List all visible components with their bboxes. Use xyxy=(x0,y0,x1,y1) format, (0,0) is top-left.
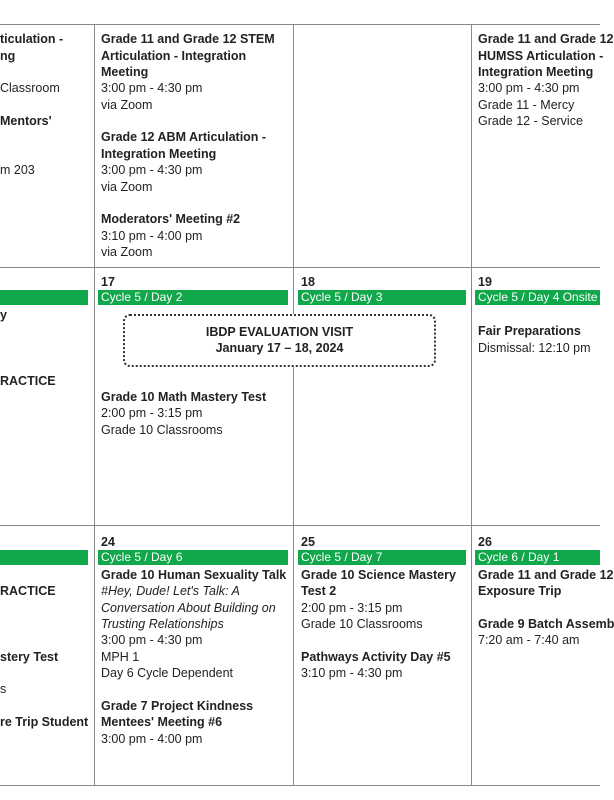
cycle-day-bar xyxy=(0,290,88,305)
row-divider xyxy=(0,267,600,268)
event-time: 2:00 pm - 3:15 pm xyxy=(301,601,403,615)
event-time: 3:10 pm - 4:00 pm xyxy=(101,229,203,243)
event-title: Grade 11 and Grade 12 STEM xyxy=(101,32,275,46)
cycle-day-bar xyxy=(0,550,88,565)
event-time: 2:00 pm - 3:15 pm xyxy=(101,406,203,420)
event-title: Grade 7 Project Kindness xyxy=(101,699,254,713)
event-subtitle: Conversation About Building on xyxy=(101,601,276,615)
event-title: Mentees' Meeting #6 xyxy=(101,715,223,729)
row-divider xyxy=(0,525,600,526)
event-title: Grade 11 and Grade 12 xyxy=(478,568,614,582)
day-number: 17 xyxy=(101,275,115,289)
day-number: 19 xyxy=(478,275,492,289)
banner-title: IBDP EVALUATION VISIT xyxy=(205,325,354,339)
event-title-fragment: ticulation - xyxy=(0,32,64,46)
event-time: 7:20 am - 7:40 am xyxy=(478,633,580,647)
event-title: Fair Preparations xyxy=(478,324,581,338)
event-title-fragment: RACTICE xyxy=(0,584,56,598)
event-location: via Zoom xyxy=(101,245,153,259)
event-time: 3:00 pm - 4:30 pm xyxy=(101,163,203,177)
event-title: HUMSS Articulation - xyxy=(478,49,604,63)
day-number: 18 xyxy=(301,275,315,289)
event-title: Test 2 xyxy=(301,584,337,598)
column-divider xyxy=(293,24,294,786)
column-divider xyxy=(471,24,472,786)
event-time: 3:00 pm - 4:30 pm xyxy=(101,81,203,95)
banner-dates: January 17 – 18, 2024 xyxy=(215,341,344,355)
cycle-day-bar: Cycle 5 / Day 3 xyxy=(298,290,466,305)
day-number: 26 xyxy=(478,535,492,549)
cycle-day-bar: Cycle 5 / Day 6 xyxy=(98,550,288,565)
event-title: Grade 12 ABM Articulation - xyxy=(101,130,267,144)
event-title-fragment: ng xyxy=(0,49,16,63)
event-location: Grade 10 Classrooms xyxy=(301,617,423,631)
event-location: via Zoom xyxy=(101,180,153,194)
event-location: Grade 10 Classrooms xyxy=(101,423,223,437)
cycle-day-bar: Cycle 5 / Day 4 Onsite xyxy=(475,290,600,305)
day-number: 25 xyxy=(301,535,315,549)
cycle-day-bar: Cycle 6 / Day 1 xyxy=(475,550,600,565)
event-title: Articulation - Integration xyxy=(101,49,247,63)
event-location-fragment: s xyxy=(0,682,7,696)
event-location-fragment: Classroom xyxy=(0,81,60,95)
event-title: Integration Meeting xyxy=(478,65,594,79)
event-title-fragment: stery Test xyxy=(0,650,59,664)
column-divider xyxy=(94,24,95,786)
event-title: Meeting xyxy=(101,65,149,79)
event-title: Integration Meeting xyxy=(101,147,217,161)
event-title: Moderators' Meeting #2 xyxy=(101,212,241,226)
event-title: Grade 11 and Grade 12 xyxy=(478,32,614,46)
event-title-fragment: y xyxy=(0,308,7,322)
event-time: 3:00 pm - 4:30 pm xyxy=(101,633,203,647)
event-location-fragment: m 203 xyxy=(0,163,35,177)
event-title: Grade 10 Human Sexuality Talk xyxy=(101,568,287,582)
event-title: Grade 10 Science Mastery xyxy=(301,568,456,582)
event-title: Grade 9 Batch Assemb xyxy=(478,617,614,631)
event-note: Dismissal: 12:10 pm xyxy=(478,341,591,355)
event-title-fragment: re Trip Student xyxy=(0,715,89,729)
event-title: Pathways Activity Day #5 xyxy=(301,650,451,664)
event-time: 3:00 pm - 4:30 pm xyxy=(478,81,580,95)
day-number: 24 xyxy=(101,535,115,549)
event-note: Day 6 Cycle Dependent xyxy=(101,666,234,680)
event-time: 3:10 pm - 4:30 pm xyxy=(301,666,403,680)
event-title: Grade 10 Math Mastery Test xyxy=(101,390,267,404)
event-subtitle: #Hey, Dude! Let's Talk: A xyxy=(101,584,240,598)
event-time: 3:00 pm - 4:00 pm xyxy=(101,732,203,746)
row-divider xyxy=(0,24,600,25)
ibdp-evaluation-visit-banner xyxy=(123,314,436,367)
event-location: Grade 12 - Service xyxy=(478,114,583,128)
cycle-day-bar: Cycle 5 / Day 7 xyxy=(298,550,466,565)
row-divider xyxy=(0,785,600,786)
event-location: Grade 11 - Mercy xyxy=(478,98,575,112)
event-subtitle: Trusting Relationships xyxy=(101,617,224,631)
event-title-fragment: RACTICE xyxy=(0,374,56,388)
cycle-day-bar: Cycle 5 / Day 2 xyxy=(98,290,288,305)
event-location: MPH 1 xyxy=(101,650,140,664)
event-location: via Zoom xyxy=(101,98,153,112)
event-title-fragment: Mentors' xyxy=(0,114,52,128)
event-title: Exposure Trip xyxy=(478,584,562,598)
